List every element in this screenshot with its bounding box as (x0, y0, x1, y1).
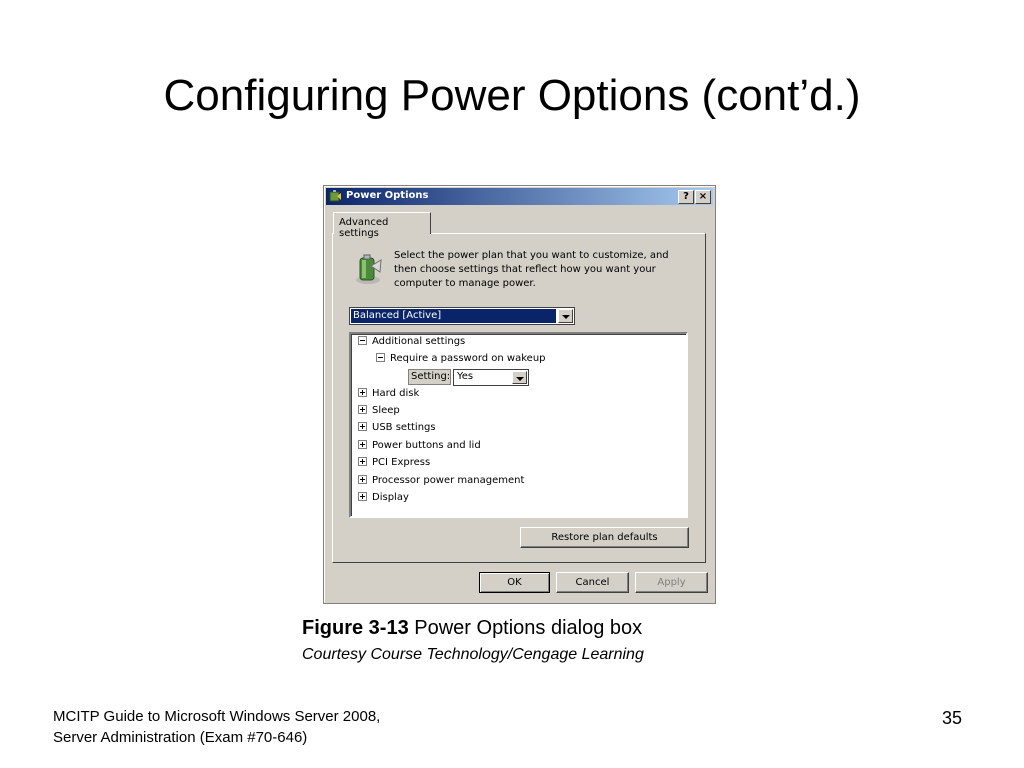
tree-item-additional-settings[interactable]: Additional settings (358, 335, 465, 349)
tree-item-processor-power[interactable]: Processor power management (358, 474, 524, 488)
footer-source (53, 706, 380, 748)
restore-defaults-button[interactable]: Restore plan defaults (520, 527, 689, 548)
footer-line-1: MCITP Guide to Microsoft Windows Server 2008, (53, 708, 381, 725)
tree-item-display[interactable]: Display (358, 491, 409, 505)
ok-button[interactable]: OK (479, 572, 550, 593)
chevron-down-icon[interactable] (558, 309, 573, 323)
tab-advanced-settings[interactable] (333, 212, 431, 239)
figure-description: Power Options dialog box (408, 617, 643, 639)
figure-credit: Courtesy Course Technology/Cengage Learning (302, 646, 644, 663)
tree-item-power-buttons[interactable]: Power buttons and lid (358, 439, 481, 453)
chevron-down-icon[interactable] (512, 371, 527, 384)
expand-icon[interactable] (358, 457, 367, 466)
page-number: 35 (941, 708, 962, 728)
tree-item-pci-express[interactable]: PCI Express (358, 456, 430, 470)
close-button[interactable]: × (695, 190, 711, 204)
expand-icon[interactable] (358, 422, 367, 431)
figure-number: Figure 3-13 (302, 617, 409, 639)
tree-item-usb-settings[interactable]: USB settings (358, 421, 436, 435)
power-plan-select[interactable] (349, 307, 575, 325)
power-options-icon (329, 190, 342, 203)
tab-label: Advanced settings (339, 217, 389, 239)
battery-icon (351, 252, 385, 286)
help-button[interactable]: ? (678, 190, 694, 204)
expand-icon[interactable] (358, 492, 367, 501)
expand-icon[interactable] (358, 475, 367, 484)
slide-title: Configuring Power Options (cont’d.) (163, 71, 861, 120)
expand-icon[interactable] (358, 440, 367, 449)
dialog-title: Power Options (346, 190, 429, 201)
intro-text: Select the power plan that you want to customize, and then choose settings that reflect how you want your computer to manage power. (394, 250, 669, 289)
expand-icon[interactable] (358, 405, 367, 414)
setting-value: Yes (457, 371, 474, 382)
dialog-title-bar[interactable] (326, 188, 713, 205)
tree-item-sleep[interactable]: Sleep (358, 404, 400, 418)
power-plan-value: Balanced [Active] (351, 309, 556, 323)
footer-line-2: Server Administration (Exam #70-646) (53, 729, 308, 746)
figure-caption (302, 616, 642, 640)
collapse-icon[interactable] (376, 353, 385, 362)
tree-item-hard-disk[interactable]: Hard disk (358, 387, 419, 401)
apply-button[interactable]: Apply (635, 572, 708, 593)
cancel-button[interactable]: Cancel (556, 572, 629, 593)
setting-select[interactable] (453, 369, 529, 386)
setting-label: Setting: (408, 369, 451, 385)
collapse-icon[interactable] (358, 336, 367, 345)
expand-icon[interactable] (358, 388, 367, 397)
tree-item-require-password[interactable]: Require a password on wakeup (376, 352, 546, 366)
